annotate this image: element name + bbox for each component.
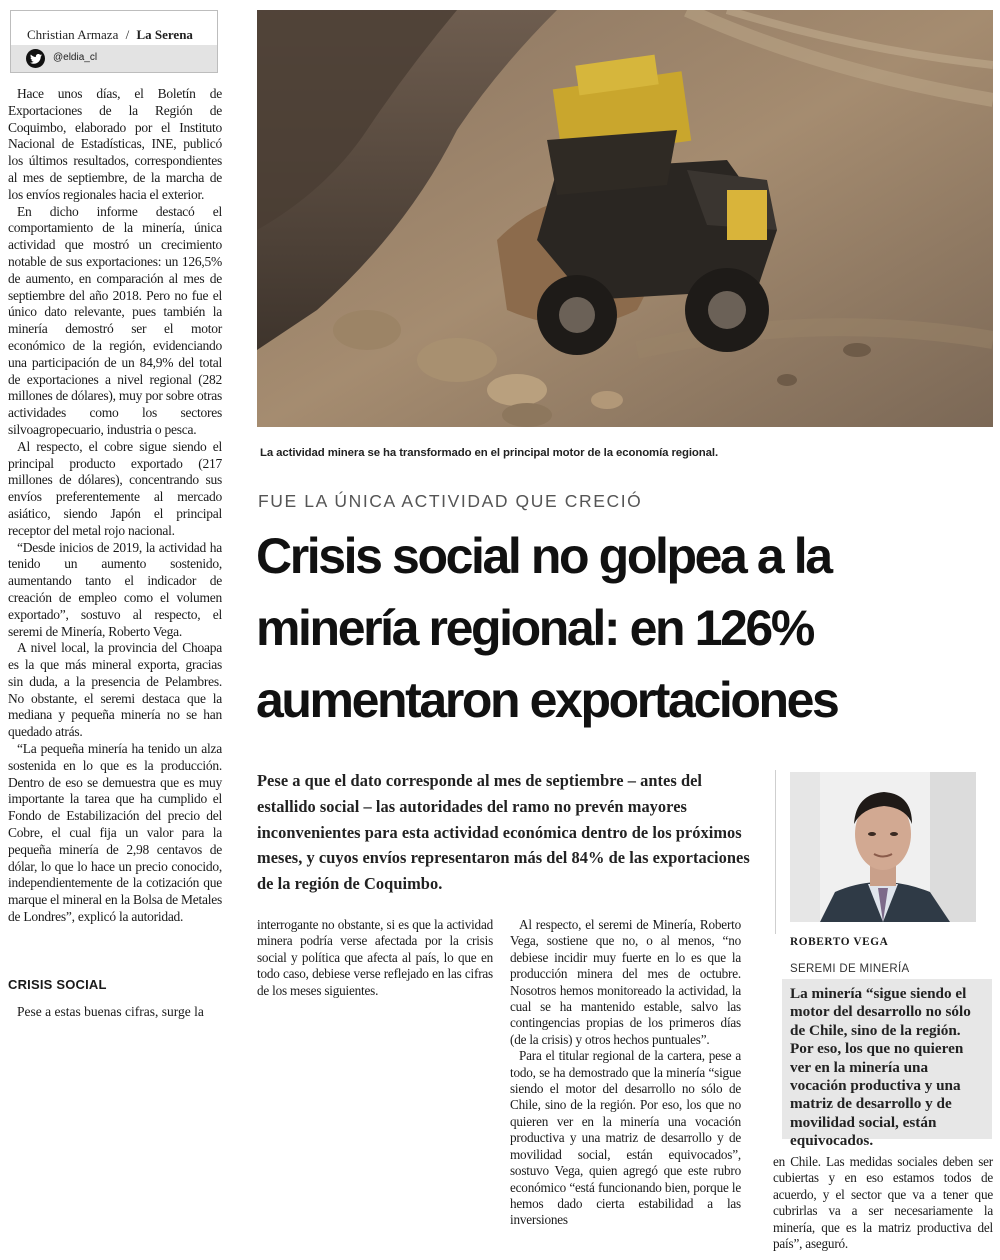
twitter-icon[interactable] xyxy=(26,49,45,68)
left-tail-paragraph: Pese a estas buenas cifras, surge la xyxy=(17,1004,204,1019)
headline xyxy=(256,520,996,736)
headline-line: Crisis social no golpea a la xyxy=(256,528,831,584)
body-column-middle xyxy=(257,917,493,999)
photo-caption: La actividad minera se ha transformado en el principal motor de la economía regional. xyxy=(260,447,719,459)
profile-divider xyxy=(775,770,776,934)
left-paragraph: En dicho informe destacó el comportamiento de la minería, única actividad que mostró un crecimiento notable de sus exportaciones: un 126,5% de aumento, en comparación al mes de septiembre del año 2018. Pero no fue el único dato relevante, pues también la minería demostró ser el motor económico de la región, evidenciando una participación de un 84,9% del total de exportaciones a nivel regional (282 millones de dólares), muy por sobre otras actividades como los sectores silvoagropecuario, industria o pesca. xyxy=(8,203,222,437)
kicker: FUE LA ÚNICA ACTIVIDAD QUE CRECIÓ xyxy=(258,491,643,511)
left-paragraph: Hace unos días, el Boletín de Exportaciones de la Región de Coquimbo, elaborado por el Instituto Nacional de Estadísticas, INE, publicó los últimos resultados, correspondientes al mes de septiembre, de la marcha de los envíos regionales hacia el exterior. xyxy=(8,86,222,202)
twitter-row[interactable] xyxy=(11,45,217,72)
body-paragraph: Al respecto, el seremi de Minería, Roberto Vega, sostiene que no, o al menos, “no debiese incidir muy fuerte en lo es que la producción minera del mes de octubre. Nosotros hemos monitoreado la actividad, la cual se ha mantenido estable, salvo las contingencias propias de los primeros días (de la crisis) y otros hechos puntuales”. xyxy=(510,917,741,1047)
profile-role: SEREMI DE MINERÍA xyxy=(790,963,910,975)
profile-name: ROBERTO VEGA xyxy=(790,936,889,948)
left-paragraph: “Desde inicios de 2019, la actividad ha tenido un aumento sostenido, aumentando tanto el indicador de creación de empleo como el volumen exportado”, sostuvo al respecto, el seremi de Minería, Roberto Vega. xyxy=(8,539,222,639)
body-column-right xyxy=(510,917,741,1229)
left-paragraph: “La pequeña minería ha tenido un alza sostenida en lo que es la producción. Dentro de eso se demuestra que es muy importante la tarea que ha cumplido el Fondo de Estabilización del precio del Cobre, el cual fija un valor para la pequeña minería de 2,98 centavos de dólar, lo que lo hace un precio conocido, independientemente de la cotización que marque el mineral en la Bolsa de Metales de Londres”, explicó la autoridad. xyxy=(8,741,222,925)
byline xyxy=(27,27,193,43)
headline-line: aumentaron exportaciones xyxy=(256,672,838,728)
body-column-far xyxy=(773,1154,993,1252)
crisis-social-subhead: CRISIS SOCIAL xyxy=(8,977,107,992)
body-paragraph: interrogante no obstante, si es que la actividad minera podría verse afectada por la crisis social y política que afecta al país, lo que en todo caso, debiese verse reflejado en las cifras de los meses siguientes. xyxy=(257,917,493,998)
left-paragraph: A nivel local, la provincia del Choapa es la que más mineral exporta, gracias sin duda, a la presencia de Pelambres. No obstante, el seremi destaca que la mediana y pequeña minería no se han quedado atrás. xyxy=(8,640,222,740)
headline-line: minería regional: en 126% xyxy=(256,600,813,656)
byline-city: La Serena xyxy=(136,27,193,42)
deck: Pese a que el dato corresponde al mes de septiembre – antes del estallido social – las autoridades del ramo no prevén mayores inconvenientes para esta actividad económica dentro de los próximos meses, y cuyos envíos representaron más del 84% de las exportaciones de la región de Coquimbo. xyxy=(257,771,750,894)
left-column xyxy=(8,86,222,926)
twitter-handle[interactable]: @eldia_cl xyxy=(53,52,98,63)
body-paragraph: Para el titular regional de la cartera, pese a todo, se ha demostrado que la minería “sigue siendo el motor del desarrollo no sólo de Chile, sino de la región. Por eso, los que no quieren ver en la minería una vocación productiva y una matriz de desarrollo y de movilidad social, están equivocados”, sostuvo Vega, quien agregó que este rubro económico “está funcionando bien, porque le hemos dado cierta estabilidad a las inversiones xyxy=(510,1048,741,1228)
profile-quote: La minería “sigue siendo el motor del desarrollo no sólo de Chile, sino de la región. Por eso, los que no quieren ver en la minería una vocación productiva y una matriz de desarrollo y de movilidad social, están equivocados. xyxy=(782,979,992,1139)
byline-author: Christian Armaza xyxy=(27,27,119,42)
byline-separator: / xyxy=(125,27,130,42)
left-paragraph: Al respecto, el cobre sigue siendo el principal producto exportado (217 millones de dólares), concentrando sus envíos preferentemente al mercado asiático, siendo Japón el principal receptor del metal rojo nacional. xyxy=(8,438,222,538)
mining-truck-photo xyxy=(257,10,993,427)
profile-photo xyxy=(790,772,976,922)
body-paragraph: en Chile. Las medidas sociales deben ser cubiertas y en eso estamos todos de acuerdo, y el sector que va a tener que cubrirlas va a ser necesariamente la minería, que es la matriz productiva del país”, aseguró. xyxy=(773,1154,993,1252)
